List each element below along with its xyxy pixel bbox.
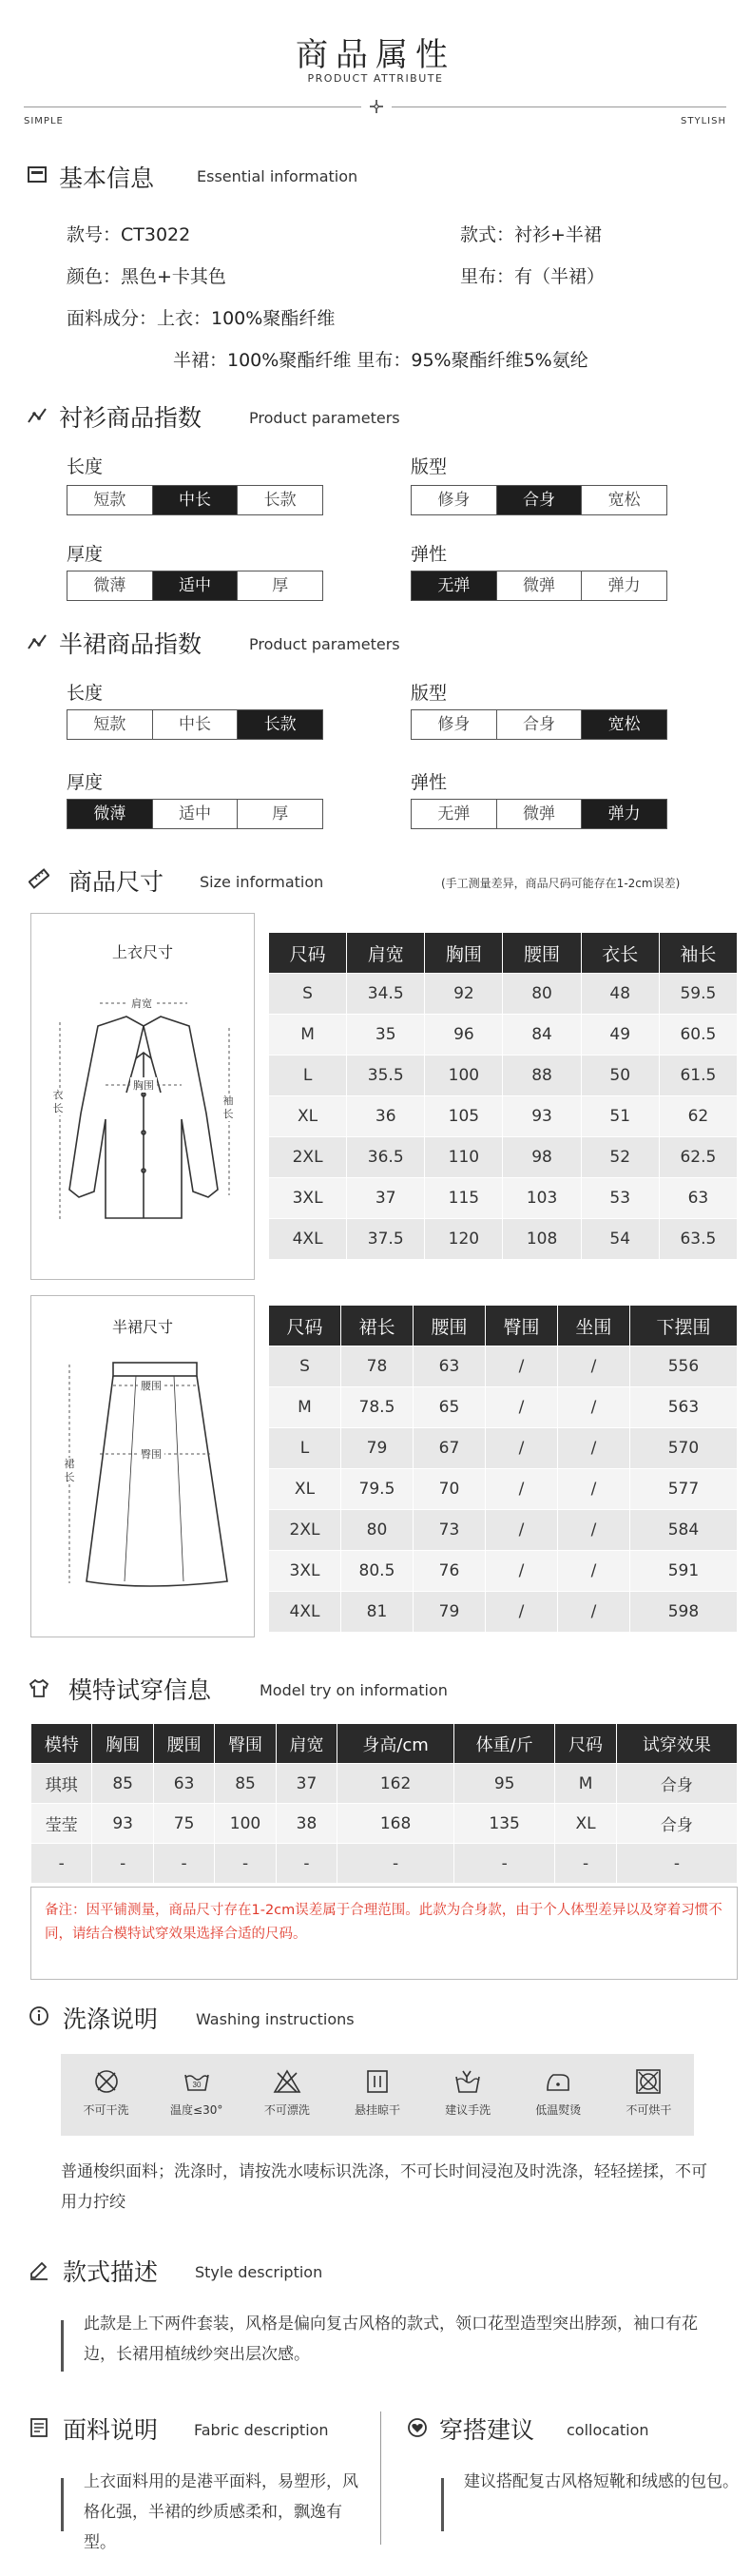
table-cell: /	[485, 1469, 557, 1510]
skirt-elasticity-scale	[411, 799, 667, 829]
section-en-skirt-params: Product parameters	[249, 635, 400, 653]
shirt-diagram-card	[30, 913, 255, 1280]
no-wash-icon	[92, 2067, 121, 2096]
section-en-basic: Essential information	[197, 167, 358, 185]
option-long: 长款	[237, 710, 322, 739]
table-header: 腰围	[413, 1306, 485, 1346]
table-header: 腰围	[153, 1724, 214, 1764]
table-cell: 120	[425, 1219, 503, 1260]
table-cell: 3XL	[269, 1551, 341, 1592]
table-cell: M	[555, 1764, 616, 1804]
option-slight-stretch: 微弹	[496, 571, 582, 600]
shirt-thickness-label: 厚度	[67, 544, 104, 565]
wash-item	[68, 2067, 144, 2118]
section-title-model: 模特试穿信息	[68, 1676, 212, 1704]
wash-item	[339, 2067, 415, 2118]
table-cell: /	[557, 1469, 629, 1510]
table-cell: 2XL	[269, 1510, 341, 1551]
table-cell: 105	[425, 1096, 503, 1137]
option-thin: 微薄	[93, 576, 126, 595]
table-cell: /	[485, 1428, 557, 1469]
hand-wash-icon	[453, 2067, 482, 2096]
skirt-elasticity-label: 弹性	[411, 772, 448, 793]
lining-value: 里布：有（半裙）	[460, 266, 606, 287]
hang-dry-icon	[363, 2067, 392, 2096]
table-cell: 168	[337, 1804, 454, 1844]
section-en-collocation: collocation	[567, 2421, 649, 2439]
table-header: 尺码	[269, 1306, 341, 1346]
skirt-fit-scale	[411, 709, 667, 740]
diagram-hip-label: 臀围	[138, 1446, 164, 1462]
table-header: 袖长	[659, 933, 737, 974]
table-cell: M	[269, 1015, 347, 1056]
wash-label: 悬挂晾干	[354, 2103, 400, 2117]
header-right-text: STYLISH	[681, 116, 726, 126]
table-header: 试穿效果	[616, 1724, 737, 1764]
shirt-thickness-scale	[67, 571, 323, 601]
table-cell: 85	[92, 1764, 153, 1804]
table-cell: 80	[340, 1510, 413, 1551]
shirt-length-label: 长度	[67, 456, 104, 477]
table-header: 下摆围	[629, 1306, 737, 1346]
table-cell: 49	[581, 1015, 659, 1056]
table-header: 肩宽	[276, 1724, 337, 1764]
wash-label: 低温熨烫	[535, 2103, 582, 2117]
option-slight-stretch: 微弹	[496, 800, 582, 828]
table-cell: 73	[413, 1510, 485, 1551]
table-cell: 96	[425, 1015, 503, 1056]
option-mid: 中长	[152, 710, 238, 739]
shirt-diagram-title: 上衣尺寸	[111, 943, 173, 961]
quote-bar	[61, 2478, 64, 2531]
table-cell: 65	[413, 1387, 485, 1428]
no-bleach-icon	[273, 2067, 301, 2096]
table-cell: /	[557, 1592, 629, 1633]
table-cell: XL	[269, 1096, 347, 1137]
skirt-size-table	[268, 1305, 738, 1633]
option-stretch: 弹力	[581, 571, 666, 600]
option-mid: 中长	[152, 486, 238, 514]
table-cell: 80	[503, 974, 581, 1015]
table-row	[269, 1178, 738, 1219]
table-cell: -	[153, 1844, 214, 1884]
page-title: 商品属性	[296, 36, 455, 74]
diagram-shoulder-label: 肩宽	[128, 996, 155, 1011]
style-value: 款式：衬衫+半裙	[460, 224, 602, 245]
table-cell: 81	[340, 1592, 413, 1633]
section-en-fabric: Fabric description	[194, 2421, 329, 2439]
wash-item	[430, 2067, 506, 2118]
table-cell: 88	[503, 1056, 581, 1096]
table-cell: -	[453, 1844, 554, 1884]
table-cell: 85	[215, 1764, 276, 1804]
table-cell: 108	[503, 1219, 581, 1260]
table-cell: 100	[215, 1804, 276, 1844]
table-cell: -	[31, 1844, 92, 1884]
info-card-icon	[27, 164, 48, 184]
option-regular: 合身	[496, 710, 582, 739]
table-row	[269, 1551, 738, 1592]
wash-label: 温度≤30°	[170, 2103, 223, 2117]
table-header: 肩宽	[347, 933, 425, 974]
wash-item	[610, 2067, 686, 2118]
wash-label: 不可烘干	[626, 2103, 672, 2117]
fabric-top: 面料成分：上衣：100%聚酯纤维	[67, 308, 336, 329]
table-cell: /	[485, 1510, 557, 1551]
tshirt-icon	[29, 1677, 49, 1698]
table-cell: 92	[425, 974, 503, 1015]
section-en-size: Size information	[200, 873, 324, 891]
table-cell: L	[269, 1056, 347, 1096]
table-cell: 63	[153, 1764, 214, 1804]
table-row	[269, 1096, 738, 1137]
shirt-fit-label: 版型	[411, 456, 448, 477]
shirt-elasticity-scale	[411, 571, 667, 601]
table-cell: -	[337, 1844, 454, 1884]
table-row	[269, 1428, 738, 1469]
table-cell: 80.5	[340, 1551, 413, 1592]
wash-item	[249, 2067, 325, 2118]
table-cell: 78	[340, 1346, 413, 1387]
document-icon	[29, 2417, 49, 2438]
table-cell: 35	[347, 1015, 425, 1056]
table-row	[31, 1804, 738, 1844]
section-en-wash: Washing instructions	[196, 2010, 355, 2028]
table-row	[269, 1137, 738, 1178]
diagram-length-label: 衣长	[52, 1089, 64, 1114]
table-cell: S	[269, 974, 347, 1015]
option-thick: 厚	[237, 800, 322, 828]
table-cell: 115	[425, 1178, 503, 1219]
skirt-length-scale	[67, 709, 323, 740]
option-short: 短款	[93, 491, 126, 510]
wash-item	[520, 2067, 596, 2118]
trend-icon	[27, 631, 48, 652]
table-cell: 79.5	[340, 1469, 413, 1510]
table-row	[269, 1592, 738, 1633]
skirt-diagram-title: 半裙尺寸	[111, 1318, 173, 1336]
table-header: 腰围	[503, 933, 581, 974]
table-cell: 51	[581, 1096, 659, 1137]
table-cell: 76	[413, 1551, 485, 1592]
table-header: 臀围	[215, 1724, 276, 1764]
table-cell: 570	[629, 1428, 737, 1469]
table-cell: 79	[413, 1592, 485, 1633]
table-header: 尺码	[555, 1724, 616, 1764]
table-cell: 36	[347, 1096, 425, 1137]
option-medium: 适中	[152, 571, 238, 600]
diagram-chest-label: 胸围	[130, 1077, 157, 1093]
option-no-stretch: 无弹	[412, 571, 496, 600]
option-thin: 微薄	[67, 800, 152, 828]
table-cell: /	[485, 1592, 557, 1633]
table-cell: 100	[425, 1056, 503, 1096]
table-cell: -	[92, 1844, 153, 1884]
table-cell: 577	[629, 1469, 737, 1510]
table-header: 衣长	[581, 933, 659, 974]
table-row	[269, 1346, 738, 1387]
table-cell: M	[269, 1387, 341, 1428]
wash-30-icon	[183, 2067, 211, 2096]
table-cell: /	[557, 1387, 629, 1428]
table-cell: 591	[629, 1551, 737, 1592]
section-en-style: Style description	[195, 2263, 323, 2281]
table-cell: 60.5	[659, 1015, 737, 1056]
shirt-fit-scale	[411, 485, 667, 515]
table-cell: 52	[581, 1137, 659, 1178]
table-cell: 50	[581, 1056, 659, 1096]
skirt-thickness-scale	[67, 799, 323, 829]
table-cell: 36.5	[347, 1137, 425, 1178]
table-cell: -	[215, 1844, 276, 1884]
table-cell: 61.5	[659, 1056, 737, 1096]
table-cell: 4XL	[269, 1592, 341, 1633]
table-cell: XL	[555, 1804, 616, 1844]
section-title-size: 商品尺寸	[68, 868, 164, 896]
table-row	[269, 1387, 738, 1428]
page-subtitle: PRODUCT ATTRIBUTE	[307, 72, 444, 85]
table-cell: -	[616, 1844, 737, 1884]
table-cell: /	[557, 1346, 629, 1387]
option-slim: 修身	[437, 491, 471, 510]
table-header: 身高/cm	[337, 1724, 454, 1764]
shirt-length-scale	[67, 485, 323, 515]
option-loose: 宽松	[581, 486, 666, 514]
table-header: 尺码	[269, 933, 347, 974]
table-cell: 37.5	[347, 1219, 425, 1260]
style-text: 此款是上下两件套装，风格是偏向复古风格的款式，领口花型造型突出脖颈，袖口有花边，长裙用植绒纱突出层次感。	[84, 2315, 698, 2364]
table-cell: 93	[92, 1804, 153, 1844]
table-cell: 莹莹	[31, 1804, 92, 1844]
table-cell: /	[485, 1346, 557, 1387]
table-header: 坐围	[557, 1306, 629, 1346]
table-header: 臀围	[485, 1306, 557, 1346]
table-cell: /	[485, 1551, 557, 1592]
ruler-icon	[29, 868, 49, 889]
table-cell: 35.5	[347, 1056, 425, 1096]
diagram-waist-label: 腰围	[138, 1378, 164, 1393]
table-cell: 110	[425, 1137, 503, 1178]
quote-bar	[441, 2478, 444, 2531]
size-note: (手工测量差异，商品尺码可能存在1-2cm误差)	[441, 877, 681, 890]
table-cell: 59.5	[659, 974, 737, 1015]
table-cell: 62.5	[659, 1137, 737, 1178]
no-tumble-icon	[634, 2067, 663, 2096]
wash-icons-bar	[61, 2054, 694, 2136]
skirt-diagram-card	[30, 1295, 255, 1637]
fabric-text: 上衣面料用的是港平面料，易塑形，风格化强，半裙的纱质感柔和，飘逸有型。	[84, 2472, 358, 2552]
table-cell: 琪琪	[31, 1764, 92, 1804]
table-cell: 584	[629, 1510, 737, 1551]
table-cell: 135	[453, 1804, 554, 1844]
table-cell: /	[485, 1387, 557, 1428]
table-row	[269, 1015, 738, 1056]
section-title-basic: 基本信息	[59, 165, 155, 192]
column-divider	[380, 2411, 381, 2545]
table-cell: 62	[659, 1096, 737, 1137]
table-cell: 48	[581, 974, 659, 1015]
skirt-fit-label: 版型	[411, 683, 448, 704]
cross-ornament-icon	[369, 99, 384, 114]
heart-icon	[407, 2417, 428, 2438]
table-cell: 75	[153, 1804, 214, 1844]
edit-icon	[29, 2259, 49, 2280]
item-number: 款号：CT3022	[67, 224, 191, 245]
table-cell: -	[276, 1844, 337, 1884]
table-row	[269, 1056, 738, 1096]
table-header: 体重/斤	[453, 1724, 554, 1764]
table-header: 胸围	[425, 933, 503, 974]
table-cell: 合身	[616, 1764, 737, 1804]
section-en-shirt-params: Product parameters	[249, 409, 400, 427]
color-value: 颜色：黑色+卡其色	[67, 266, 226, 287]
table-cell: 98	[503, 1137, 581, 1178]
fabric-skirt: 半裙：100%聚酯纤维 里布：95%聚酯纤维5%氨纶	[173, 350, 588, 371]
table-cell: 95	[453, 1764, 554, 1804]
table-cell: 3XL	[269, 1178, 347, 1219]
table-cell: 63	[659, 1178, 737, 1219]
collocation-text: 建议搭配复古风格短靴和绒感的包包。	[464, 2472, 739, 2491]
table-cell: 70	[413, 1469, 485, 1510]
quote-bar	[61, 2320, 64, 2372]
diagram-sleeve-label: 袖长	[222, 1094, 234, 1120]
option-regular: 合身	[496, 486, 582, 514]
table-cell: /	[557, 1551, 629, 1592]
shirt-size-table	[268, 932, 738, 1260]
table-row	[269, 1469, 738, 1510]
option-slim: 修身	[437, 715, 471, 734]
option-no-stretch: 无弹	[437, 804, 471, 823]
option-loose: 宽松	[581, 710, 666, 739]
table-cell: XL	[269, 1469, 341, 1510]
table-row	[269, 974, 738, 1015]
section-title-collocation: 穿搭建议	[439, 2416, 535, 2444]
table-cell: 63	[413, 1346, 485, 1387]
table-cell: S	[269, 1346, 341, 1387]
section-title-shirt-params: 衬衫商品指数	[59, 404, 202, 432]
trend-icon	[27, 405, 48, 426]
table-cell: 53	[581, 1178, 659, 1219]
table-cell: 合身	[616, 1804, 737, 1844]
model-table	[30, 1723, 738, 1884]
section-title-wash: 洗涤说明	[63, 2005, 159, 2033]
section-title-fabric: 面料说明	[63, 2416, 159, 2444]
table-cell: /	[557, 1510, 629, 1551]
table-cell: 162	[337, 1764, 454, 1804]
table-cell: 93	[503, 1096, 581, 1137]
skirt-thickness-label: 厚度	[67, 772, 104, 793]
option-stretch: 弹力	[581, 800, 666, 828]
table-cell: 4XL	[269, 1219, 347, 1260]
table-row	[31, 1764, 738, 1804]
table-cell: 37	[276, 1764, 337, 1804]
info-icon	[29, 2005, 49, 2026]
table-cell: 2XL	[269, 1137, 347, 1178]
skirt-length-label: 长度	[67, 683, 104, 704]
option-short: 短款	[93, 715, 126, 734]
table-cell: -	[555, 1844, 616, 1884]
wash-label: 不可干洗	[83, 2103, 129, 2117]
table-cell: 556	[629, 1346, 737, 1387]
diagram-skirt-length-label: 裙长	[64, 1458, 75, 1483]
table-cell: 78.5	[340, 1387, 413, 1428]
table-cell: 79	[340, 1428, 413, 1469]
table-cell: 38	[276, 1804, 337, 1844]
wash-temp-badge: 30	[192, 2081, 202, 2089]
table-header: 模特	[31, 1724, 92, 1764]
table-cell: 67	[413, 1428, 485, 1469]
table-cell: 598	[629, 1592, 737, 1633]
wash-label: 建议手洗	[445, 2103, 491, 2117]
option-long: 长款	[237, 486, 322, 514]
table-cell: 34.5	[347, 974, 425, 1015]
table-cell: 103	[503, 1178, 581, 1219]
table-cell: 63.5	[659, 1219, 737, 1260]
table-cell: 563	[629, 1387, 737, 1428]
table-row	[269, 1510, 738, 1551]
table-cell: 84	[503, 1015, 581, 1056]
table-cell: /	[557, 1428, 629, 1469]
table-row	[31, 1844, 738, 1884]
section-title-skirt-params: 半裙商品指数	[59, 630, 202, 658]
low-iron-icon	[544, 2067, 572, 2096]
table-cell: L	[269, 1428, 341, 1469]
table-cell: 37	[347, 1178, 425, 1219]
table-cell: 54	[581, 1219, 659, 1260]
table-header: 胸围	[92, 1724, 153, 1764]
section-title-style: 款式描述	[63, 2258, 159, 2286]
section-en-model: Model try on information	[260, 1681, 448, 1699]
wash-item	[159, 2067, 235, 2118]
shirt-elasticity-label: 弹性	[411, 544, 448, 565]
option-thick: 厚	[237, 571, 322, 600]
model-note: 备注：因平铺测量，商品尺寸存在1-2cm误差属于合理范围。此款为合身款，由于个人体型差异以及穿着习惯不同，请结合模特试穿效果选择合适的尺码。	[30, 1887, 738, 1980]
wash-label: 不可漂洗	[263, 2103, 310, 2117]
table-row	[269, 1219, 738, 1260]
wash-text: 普通梭织面料；洗涤时，请按洗水唛标识洗涤，不可长时间浸泡及时洗涤，轻轻搓揉，不可用力拧绞	[61, 2162, 707, 2212]
table-header: 裙长	[340, 1306, 413, 1346]
option-medium: 适中	[152, 800, 238, 828]
header-left-text: SIMPLE	[24, 116, 64, 126]
